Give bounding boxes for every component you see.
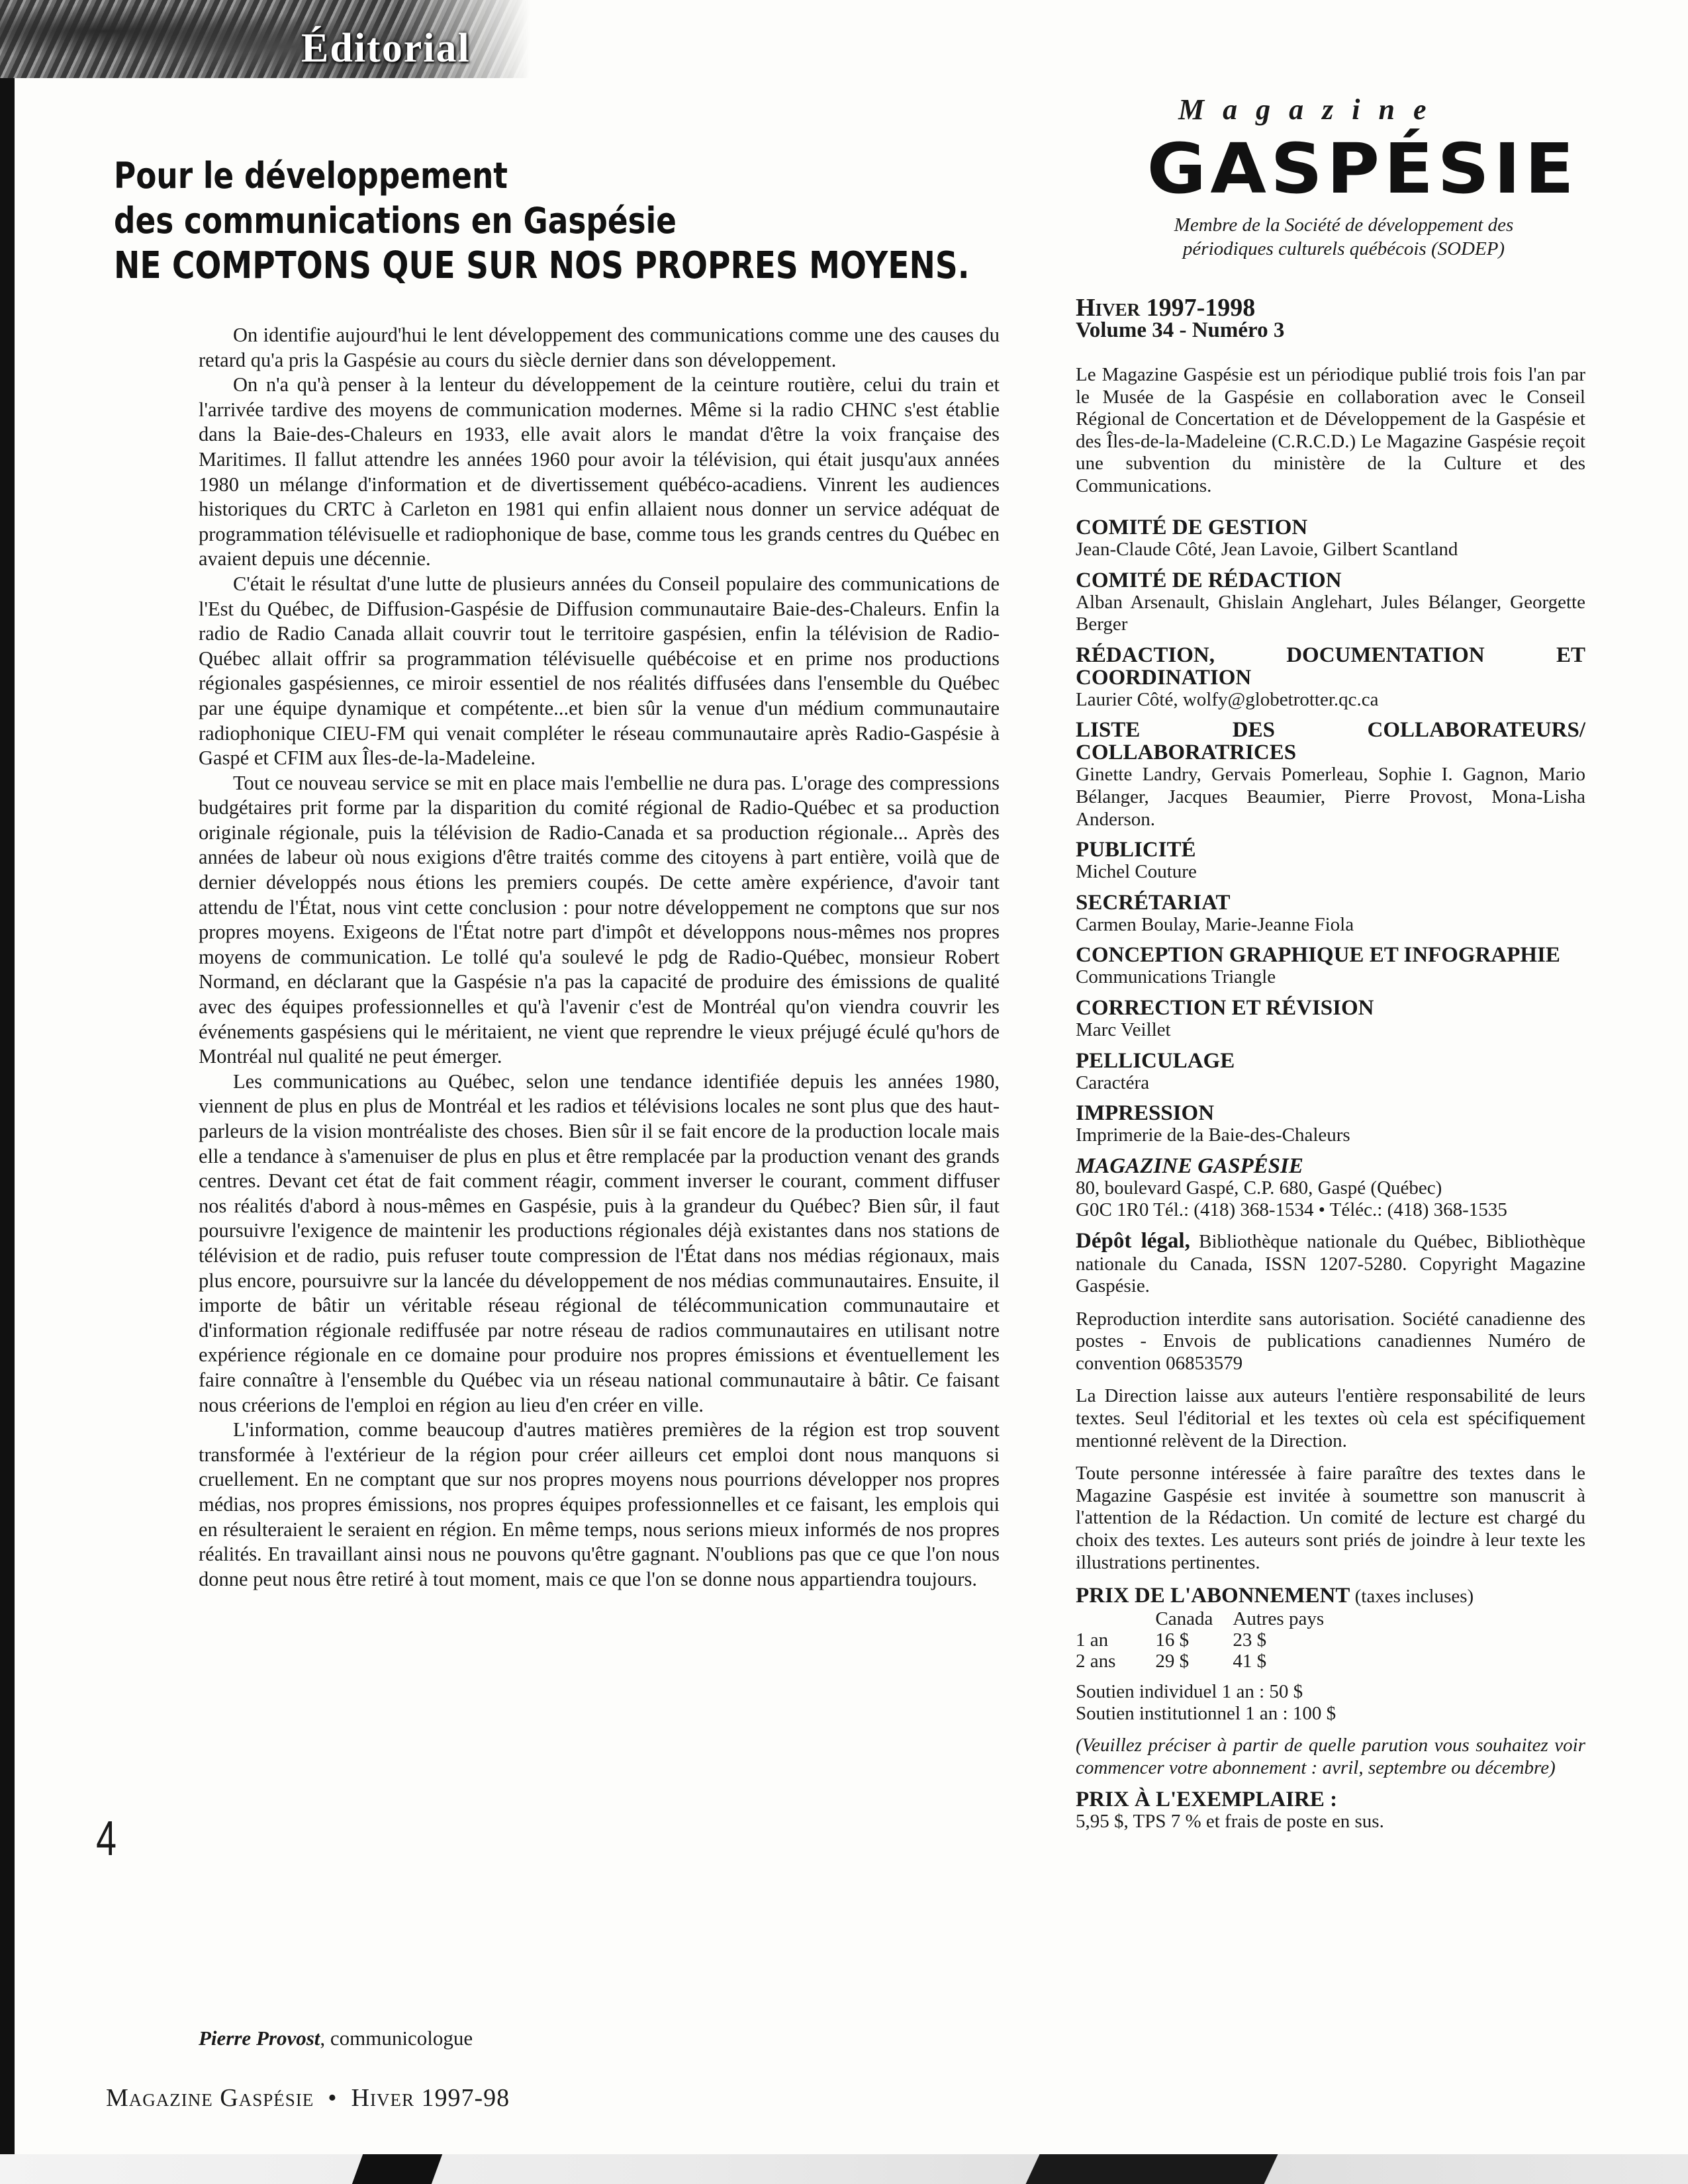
address-line-2: G0C 1R0 Tél.: (418) 368-1534 • Téléc.: (418) 368-1535	[1076, 1199, 1507, 1221]
support-institutional: Soutien institutionnel 1 an : 100 $	[1076, 1703, 1336, 1725]
footer-magazine: Magazine Gaspésie	[106, 2084, 314, 2112]
footer-issue: Hiver 1997-98	[351, 2084, 510, 2112]
subscription-term: 2 ans	[1076, 1650, 1116, 1672]
credit-item	[1076, 516, 1585, 561]
submissions-notice: Toute personne intéressée à faire paraître des textes dans le Magazine Gaspésie est invitée à soumettre son manuscrit à l'attention de la Rédaction. Un comité de lecture est chargé du choix des textes. Les auteurs sont priés de joindre à leur texte les illustrations pertinentes.	[1076, 1463, 1585, 1573]
credit-heading: CONCEPTION GRAPHIQUE ET INFOGRAPHIE	[1076, 943, 1560, 968]
credit-text: Marc Veillet	[1076, 1019, 1171, 1040]
subscription-taxes: (taxes incluses)	[1350, 1586, 1474, 1608]
editorial-article	[199, 323, 1000, 1592]
credit-text: Ginette Landry, Gervais Pomerleau, Sophie I. Gagnon, Mario Bélanger, Jacques Beaumier, Pierre Provost, Mona-Lisha Anderson.	[1076, 764, 1585, 830]
credit-item	[1076, 1050, 1585, 1095]
subscription-note: (Veuillez préciser à partir de quelle parution vous souhaitez voir commencer votre abonnement : avril, septembre ou décembre)	[1076, 1735, 1585, 1778]
credit-item	[1076, 1102, 1585, 1147]
masthead-membership	[1112, 213, 1575, 261]
credit-heading: PUBLICITÉ	[1076, 838, 1196, 862]
section-label: Éditorial	[301, 26, 471, 71]
author-name: Pierre Provost	[199, 2026, 320, 2050]
subscription-table	[1076, 1608, 1344, 1672]
address-heading: MAGAZINE GASPÉSIE	[1076, 1154, 1303, 1178]
membership-line-1: Membre de la Société de développement des	[1174, 214, 1514, 236]
subscription-price-canada: 29 $	[1155, 1650, 1190, 1672]
masthead-magazine-word: Magazine	[1178, 93, 1445, 126]
responsibility-notice: La Direction laisse aux auteurs l'entière responsabilité de leurs textes. Seul l'éditorial et les textes où cela est spécifiquement mentionné relèvent de la Direction.	[1076, 1385, 1585, 1451]
footer-separator: •	[328, 2084, 338, 2112]
credit-item	[1076, 569, 1585, 636]
author-title: , communicologue	[320, 2026, 473, 2050]
article-paragraph: Tout ce nouveau service se mit en place mais l'embellie ne dura pas. L'orage des compressions budgétaires prit forme par la disparition du comité régional de Radio-Québec et sa production originale régionale, puis la télévision de Radio-Canada et sa production régionale... Après des années de labeur où nous exigions d'être traités comme des citoyens à part entière, voilà que de dernier développés nous étions les premiers coupés. De cette amère expérience, d'avoir tant attendu de l'État, nous vint cette conclusion : pour notre développement ne comptons que sur nos propres moyens. Exigeons de l'État notre part d'impôt et développons nous-mêmes nos propres moyens de communication. Le tollé qu'a soulevé le pdg de Radio-Québec, monsieur Robert Normand, en déclarant que la Gaspésie n'a pas la capacité de produire des émissions de qualité avec des équipes professionnelles et qu'à l'avenir c'est de Montréal qu'on viendra couvrir les événements gaspésiens qui le méritaient, ne vient que reprendre le vieux préjugé éculé qu'hors de Montréal nul qualité ne peut émerger.	[199, 771, 1000, 1068]
credit-item	[1076, 644, 1585, 711]
credit-heading: SECRÉTARIAT	[1076, 890, 1231, 915]
credit-text: Imprimerie de la Baie-des-Chaleurs	[1076, 1124, 1350, 1146]
article-paragraph: C'était le résultat d'une lutte de plusieurs années du Conseil populaire des communications de l'Est du Québec, de Diffusion-Gaspésie de Diffusion communautaire Baie-des-Chaleurs. Enfin la radio de Radio Canada allait couvrir tout le territoire gaspésien, enfin la télévision de Radio-Québec allait offrir sa programmation télévisuelle québécoise et en prime nos productions régionales gaspésiennes, ce miroir essentiel de nos réalités diffusées dans l'ensemble du Québec par une équipe dynamique et compétente...et bien sûr la venue d'un médium communautaire radiophonique CIEU-FM qui venait compléter le réseau communautaire après Radio-Gaspésie à Gaspé et CFIM aux Îles-de-la-Madeleine.	[199, 572, 1000, 770]
credit-text: Michel Couture	[1076, 861, 1197, 883]
credit-item	[1076, 719, 1585, 831]
scan-bottom-edge	[0, 2154, 1688, 2184]
credit-heading: LISTE DES COLLABORATEURS/ COLLABORATRICES	[1076, 718, 1585, 765]
credit-heading: COMITÉ DE RÉDACTION	[1076, 568, 1342, 592]
address-block	[1076, 1155, 1585, 1222]
table-row	[1076, 1629, 1344, 1651]
table-row	[1076, 1651, 1344, 1672]
article-paragraph: Les communications au Québec, selon une tendance identifiée depuis les années 1980, viennent de plus en plus de Montréal et les radios et télévisions locales ne sont plus que des haut-parleurs de la vision montréaliste des choses. Bien sûr il se fait encore de la production locale mais elle a tendance à s'amenuiser de plus en plus et être remplacée par la production venant des grands centres. Devant cet état de fait comment réagir, comment inverser le courant, comment diffuser nos réalités d'abord à nous-mêmes en Gaspésie, puis à la grandeur du Québec? Bien sûr, il faut poursuivre l'exigence de maintenir les productions régionales déjà existantes dans nos stations de télévision et de radio, puis refuser toute compression de l'État dans nos médias régionaux, mais plus encore, poursuivre sur la lancée du développement de nos médias communautaires. Ensuite, il importe de bâtir un véritable réseau régional de télécommunication communautaire et d'information régionale rediffusée par notre réseau de radios communautaires en utilisant notre expérience régionale en ce domaine pour produire nos propres émissions et éventuellement les faire connaître à l'ensemble du Québec via un réseau national communautaire à bâtir. Ce faisant nous créerions de l'emploi en région au lieu d'en créer en ville.	[199, 1069, 1000, 1416]
membership-line-2: périodiques culturels québécois (SODEP)	[1182, 238, 1505, 259]
subscription-price-other: 41 $	[1233, 1650, 1267, 1672]
issue-volume: Volume 34 - Numéro 3	[1076, 318, 1285, 342]
article-signature	[199, 2026, 473, 2050]
credit-text: Carmen Boulay, Marie-Jeanne Fiola	[1076, 913, 1354, 935]
credit-heading: COMITÉ DE GESTION	[1076, 516, 1308, 539]
col-canada: Canada	[1155, 1608, 1213, 1629]
subscription-heading: PRIX DE L'ABONNEMENT	[1076, 1584, 1350, 1608]
credit-item	[1076, 839, 1585, 884]
col-other: Autres pays	[1233, 1608, 1325, 1629]
legal-text: Bibliothèque nationale du Québec, Bibliothèque nationale du Canada, ISSN 1207-5280. Copyright Magazine Gaspésie.	[1076, 1230, 1585, 1297]
article-paragraph: On identifie aujourd'hui le lent développement des communications comme une des causes du retard qu'a pris la Gaspésie au cours du siècle dernier dans son développement.	[199, 324, 1000, 371]
masthead-intro: Le Magazine Gaspésie est un périodique publié trois fois l'an par le Musée de la Gaspésie en collaboration avec le Conseil Régional de Concertation et de Développement de la Gaspésie et des Îles-de-la-Madeleine (C.R.C.D.) Le Magazine Gaspésie reçoit une subvention du ministère de la Culture et des Communications.	[1076, 364, 1585, 496]
single-copy-heading: PRIX À L'EXEMPLAIRE :	[1076, 1788, 1338, 1812]
credits-list	[1076, 516, 1585, 1833]
page-edge-shadow	[0, 78, 15, 2184]
credit-text: Jean-Claude Côté, Jean Lavoie, Gilbert Scantland	[1076, 539, 1458, 560]
issue-season: Hiver 1997-1998	[1076, 294, 1256, 322]
headline-line-1: Pour le développement	[114, 155, 508, 197]
article-paragraph: On n'a qu'à penser à la lenteur du développement de la ceinture routière, celui du train et l'arrivée tardive des moyens de communication modernes. Même si la radio CHNC s'est établie dans la Baie-des-Chaleurs en 1933, elle avait alors le mandat d'être la voix française des Maritimes. Il fallut attendre les années 1960 pour avoir la télévision, qui était jusqu'aux années 1980 un mélange d'information et de divertissement québéco-acadiens. Vinrent les audiences historiques du CRTC à Carleton en 1981 qui enfin allaient nous donner un service adéquat de programmation télévisuelle et radiophonique de base, comme tous les grands centres du Québec en avaient depuis une décennie.	[199, 373, 1000, 570]
subscription-term: 1 an	[1076, 1629, 1109, 1651]
masthead-logo-text: GASPÉSIE	[1147, 128, 1579, 209]
credit-text: Communications Triangle	[1076, 966, 1276, 988]
article-paragraph: L'information, comme beaucoup d'autres matières premières de la région est trop souvent transformée à l'extérieur de la région pour créer ailleurs cet emploi dont nous manquons si cruellement. En ne comptant que sur nos propres moyens nous pourrions développer nos propres médias, nos propres émissions, nos propres équipes professionnelles et ce faisant, les emplois qui en résulteraient le seraient en région. En même temps, nous serions mieux informés de nos propres réalités. En travaillant ainsi nous ne pouvons qu'être gagnant. N'oublions pas que ce que l'on nous donne peut nous être retiré à tout moment, mais ce que l'on se donne nous appartiendra toujours.	[199, 1418, 1000, 1590]
credit-item	[1076, 891, 1585, 936]
credit-heading: RÉDACTION, DOCUMENTATION ET COORDINATION	[1076, 643, 1585, 690]
credit-heading: IMPRESSION	[1076, 1101, 1215, 1126]
single-copy-price: 5,95 $, TPS 7 % et frais de poste en sus.	[1076, 1811, 1384, 1833]
credit-text: Alban Arsenault, Ghislain Anglehart, Jules Bélanger, Georgette Berger	[1076, 591, 1585, 635]
credit-text: Caractéra	[1076, 1071, 1150, 1093]
page-number: 4	[96, 1811, 117, 1866]
headline-line-2: des communications en Gaspésie	[114, 200, 677, 242]
headline-line-3: NE COMPTONS QUE SUR NOS PROPRES MOYENS.	[114, 244, 970, 287]
headline	[114, 154, 970, 289]
support-individual: Soutien individuel 1 an : 50 $	[1076, 1680, 1303, 1702]
legal-heading: Dépôt légal,	[1076, 1228, 1190, 1253]
subscription-price-canada: 16 $	[1155, 1629, 1190, 1651]
address-line-1: 80, boulevard Gaspé, C.P. 680, Gaspé (Québec)	[1076, 1177, 1442, 1199]
credit-text: Laurier Côté, wolfy@globetrotter.qc.ca	[1076, 688, 1379, 710]
page-footer	[106, 2083, 510, 2113]
masthead-logo	[1147, 128, 1578, 209]
subscription-block	[1076, 1584, 1585, 1833]
subscription-price-other: 23 $	[1233, 1629, 1267, 1651]
credit-item	[1076, 944, 1585, 989]
legal-deposit	[1076, 1230, 1585, 1298]
credit-heading: CORRECTION ET RÉVISION	[1076, 995, 1374, 1020]
credit-item	[1076, 997, 1585, 1042]
issue-info	[1076, 296, 1284, 341]
credit-heading: PELLICULAGE	[1076, 1048, 1235, 1073]
reproduction-notice: Reproduction interdite sans autorisation. Société canadienne des postes - Envois de publications canadiennes Numéro de convention 06853579	[1076, 1308, 1585, 1374]
